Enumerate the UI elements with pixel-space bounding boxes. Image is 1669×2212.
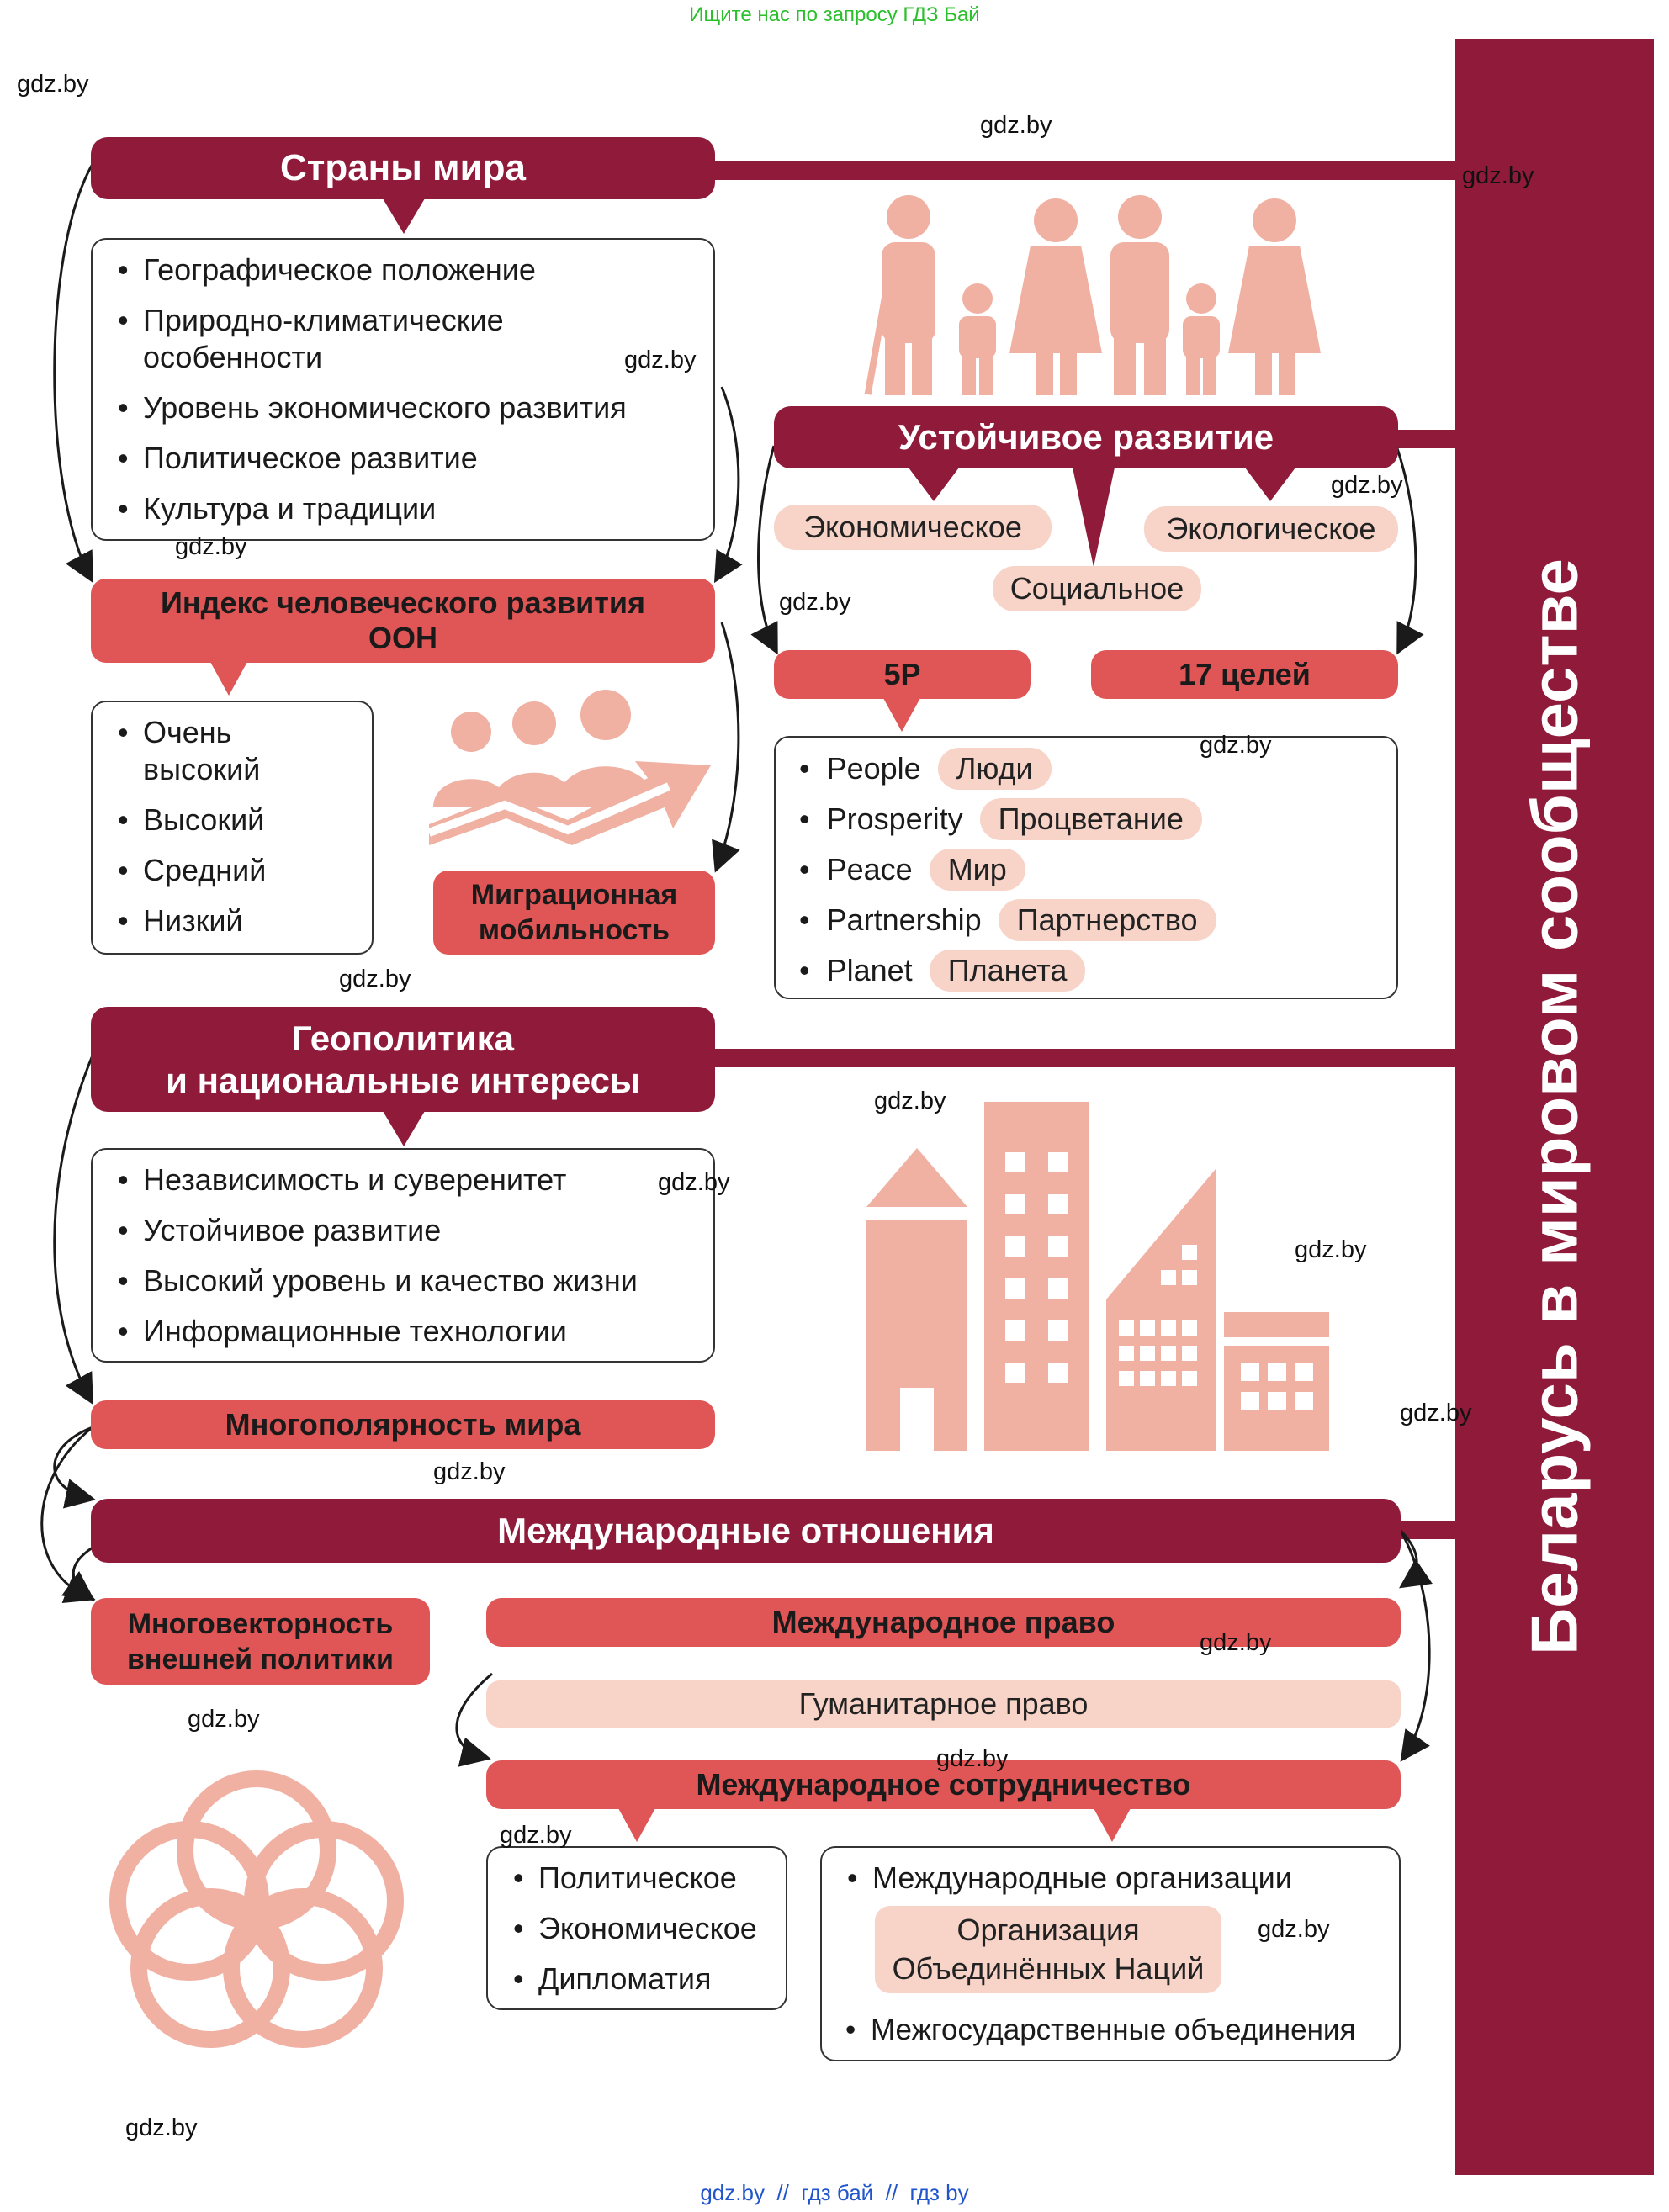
- watermark: gdz.by: [1331, 472, 1403, 499]
- watermark: gdz.by: [17, 71, 89, 98]
- rings-icon: [109, 1754, 404, 2048]
- list-item: • Информационные технологии: [93, 1313, 713, 1350]
- p-en: • People: [799, 751, 921, 786]
- watermark: gdz.by: [500, 1822, 572, 1849]
- list-item: • Низкий: [93, 902, 372, 939]
- migration-title-text: Миграционная мобильность: [470, 879, 678, 946]
- list-item: • Политическое развитие: [93, 440, 713, 477]
- watermark: gdz.by: [339, 966, 411, 992]
- list-item: • Культура и традиции: [93, 490, 713, 527]
- hdi-pointer: [210, 662, 247, 696]
- intl-relations-title: Международные отношения: [91, 1499, 1401, 1563]
- geopolitics-title-line2: и национальные интересы: [166, 1060, 640, 1100]
- un-line1: Организация: [956, 1913, 1140, 1947]
- migration-people-icon: [429, 685, 715, 845]
- pill-economic: Экономическое: [774, 505, 1052, 550]
- pointer-economic: [909, 468, 959, 501]
- p-en: • Planet: [799, 953, 913, 987]
- watermark: gdz.by: [175, 533, 247, 560]
- p-row-partnership: [774, 895, 1216, 945]
- list-item: • Высокий уровень и качество жизни: [93, 1262, 713, 1299]
- city-buildings-icon: [862, 1102, 1333, 1455]
- watermark: gdz.by: [1295, 1236, 1367, 1263]
- un-line2: Объединённых Наций: [892, 1951, 1205, 1986]
- p-en: • Partnership: [799, 902, 982, 937]
- p-ru: Планета: [930, 950, 1086, 992]
- family-icon: [850, 193, 1329, 395]
- watermark: gdz.by: [980, 112, 1052, 139]
- p-en: • Prosperity: [799, 802, 963, 836]
- p-row-planet: [774, 945, 1085, 996]
- intl-law-title: Международное право: [486, 1598, 1401, 1647]
- watermark: gdz.by: [936, 1745, 1009, 1772]
- hdi-list-box: [91, 701, 374, 955]
- p-row-peace: [774, 844, 1025, 895]
- pointer-social: [1073, 468, 1115, 567]
- multivector-title-line2: внешней политики: [127, 1643, 394, 1675]
- list-item: • Дипломатия: [488, 1961, 786, 1998]
- p-en: • Peace: [799, 852, 913, 886]
- geopolitics-title-line1: Геополитика: [292, 1018, 514, 1058]
- multivector-title: [91, 1598, 430, 1685]
- sustainable-title: Устойчивое развитие: [774, 406, 1398, 468]
- migration-title: [433, 871, 715, 955]
- interstate-item: [820, 2012, 1355, 2062]
- cooperation-types-box: [486, 1846, 787, 2010]
- cooperation-pointer-left: [618, 1808, 655, 1842]
- geopolitics-title: [91, 1007, 715, 1112]
- five-p-title: 5P: [774, 650, 1031, 699]
- watermark: gdz.by: [874, 1087, 946, 1114]
- pill-social: Социальное: [993, 566, 1201, 611]
- footer-links[interactable]: gdz.by // гдз бай // гдз by: [700, 2180, 969, 2205]
- watermark: gdz.by: [188, 1706, 260, 1733]
- watermark: gdz.by: [624, 347, 697, 373]
- countries-pointer: [383, 198, 425, 234]
- list-item: • Устойчивое развитие: [93, 1212, 713, 1249]
- list-item: • Средний: [93, 852, 372, 889]
- multipolarity-title: Многополярность мира: [91, 1400, 715, 1449]
- un-pill: [875, 1906, 1221, 1993]
- list-item: • Уровень экономического развития: [93, 389, 713, 426]
- watermark: gdz.by: [658, 1169, 730, 1196]
- multivector-title-line1: Многовекторность: [127, 1607, 394, 1640]
- countries-list-box: [91, 238, 715, 541]
- five-p-pointer: [883, 698, 920, 732]
- geopolitics-pointer: [383, 1111, 425, 1146]
- p-ru: Партнерство: [999, 899, 1216, 941]
- hdi-title: [91, 579, 715, 663]
- watermark: gdz.by: [1200, 1629, 1272, 1656]
- watermark: gdz.by: [1400, 1400, 1472, 1426]
- list-item: • Независимость и суверенитет: [93, 1162, 713, 1199]
- goals-title: 17 целей: [1091, 650, 1398, 699]
- list-item: • Политическое: [488, 1860, 786, 1897]
- list-item: • Высокий: [93, 802, 372, 839]
- hdi-title-text: Индекс человеческого развития ООН: [160, 585, 646, 655]
- watermark: gdz.by: [1462, 162, 1534, 189]
- pointer-ecological: [1245, 468, 1295, 501]
- list-item: • Природно-климатические особенности: [93, 302, 597, 376]
- header-search-text: Ищите нас по запросу ГДЗ Бай: [689, 3, 980, 26]
- pill-ecological: Экологическое: [1144, 506, 1398, 552]
- p-ru: Процветание: [980, 798, 1202, 840]
- p-row-prosperity: [774, 794, 1202, 844]
- list-item: • Международные организации: [822, 1860, 1399, 1897]
- p-ru: Люди: [938, 748, 1052, 790]
- watermark: gdz.by: [1200, 732, 1272, 759]
- cooperation-pointer-right: [1094, 1808, 1131, 1842]
- watermark: gdz.by: [125, 2114, 198, 2141]
- countries-title: Страны мира: [91, 137, 715, 199]
- list-item: • Географическое положение: [93, 251, 713, 288]
- list-item: • Очень высокий: [93, 714, 278, 788]
- cooperation-title: Международное сотрудничество: [486, 1760, 1401, 1809]
- humanitarian-law: Гуманитарное право: [486, 1680, 1401, 1728]
- list-item: • Экономическое: [488, 1910, 786, 1947]
- watermark: gdz.by: [1258, 1916, 1330, 1943]
- side-title: Беларусь в мировом сообществе: [1517, 558, 1592, 1655]
- p-ru: Мир: [930, 849, 1025, 891]
- list-item: • Межгосударственные объединения: [820, 2012, 1355, 2049]
- geopolitics-list-box: [91, 1148, 715, 1363]
- watermark: gdz.by: [433, 1458, 506, 1485]
- p-row-people: [774, 744, 1052, 794]
- watermark: gdz.by: [779, 589, 851, 616]
